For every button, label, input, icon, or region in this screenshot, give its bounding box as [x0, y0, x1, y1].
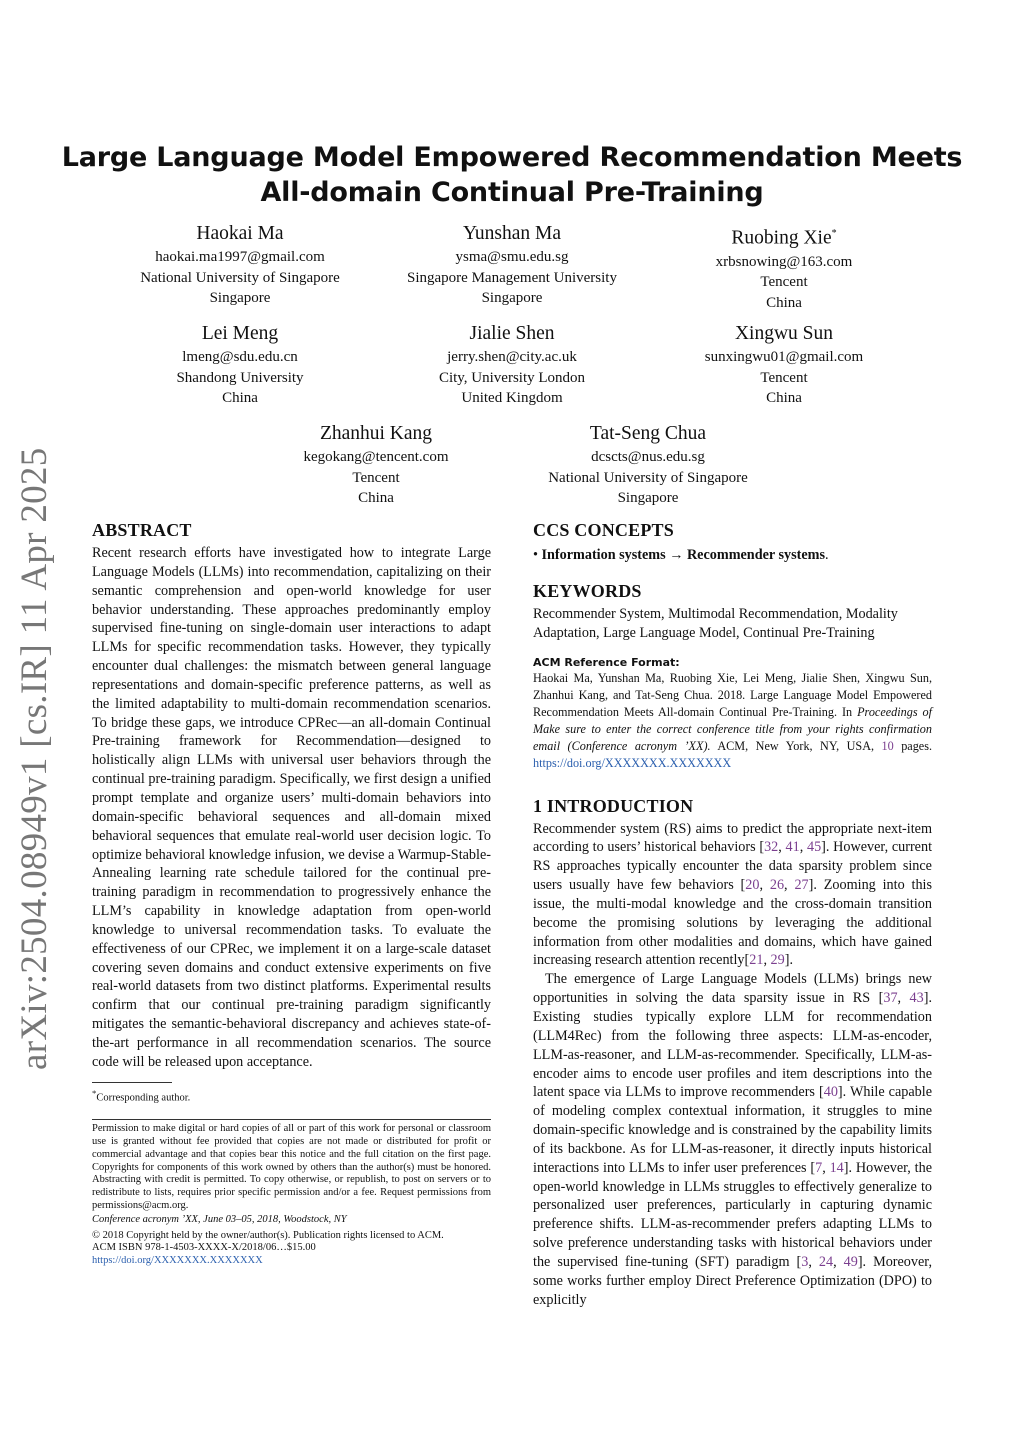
author-affiliation: Singapore Management University [407, 269, 617, 286]
citation-link[interactable]: 26 [769, 877, 785, 894]
citation-link[interactable]: 45 [806, 839, 822, 856]
author-email: sunxingwu01@gmail.com [704, 349, 864, 365]
keywords-text: Recommender System, Multimodal Recommendation, Modality Adaptation, Large Language Model, Continual Pre-Training [533, 605, 898, 641]
acm-doi-link[interactable]: https://doi.org/XXXXXXX.XXXXXXX [533, 755, 732, 770]
author-affiliation: Tencent [760, 369, 808, 386]
ccs-heading: CCS CONCEPTS [533, 520, 674, 540]
author-email: xrbsnowing@163.com [715, 253, 853, 270]
author-country: China [358, 490, 394, 506]
author-name: Lei Meng [201, 323, 279, 344]
author-name: Yunshan Ma [462, 223, 562, 244]
left-column [92, 518, 491, 1268]
author-name: Haokai Ma [196, 223, 284, 244]
author-block [372, 221, 652, 309]
author-country: China [766, 390, 802, 406]
citation-link[interactable]: 41 [785, 839, 800, 856]
citation-link[interactable]: 27 [794, 877, 809, 894]
author-country: China [766, 294, 802, 311]
arxiv-identifier: arXiv:2504.08949v1 [cs.IR] 11 Apr 2025 [14, 447, 55, 1070]
citation-link[interactable]: 32 [764, 839, 779, 856]
ccs-concepts: • Information systems → Recommender systems. [533, 547, 829, 563]
author-block [508, 421, 788, 509]
conference-info: Conference acronym ’XX, June 03–05, 2018, Woodstock, NY [92, 1213, 347, 1225]
author-affiliation: Shandong University [176, 369, 304, 386]
author-email: ysma@smu.edu.sg [455, 249, 569, 265]
intro-paragraph-1: Recommender system (RS) aims to predict the appropriate next-item according to users’ historical behaviors [32, 41, 45]. However, current RS approaches typically encounter the data sparsity problem since users usually have few behaviors [20, 26, 27]. Zooming into this issue, the multi-modal knowledge and the cross-domain transition become the promising solutions by leveraging the additional information from other modalities and domains, which have gained increasing research attention recently[21, 29]. [533, 820, 933, 969]
citation-link[interactable]: 7 [815, 1159, 823, 1176]
author-country: Singapore [481, 290, 543, 306]
author-email: jerry.shen@city.ac.uk [447, 349, 577, 365]
author-name: Ruobing Xie* [731, 227, 837, 249]
acm-reference-heading: ACM Reference Format: [533, 655, 680, 669]
author-email: dcscts@nus.edu.sg [591, 449, 705, 465]
citation-link[interactable]: 29 [770, 952, 785, 969]
author-block [236, 421, 516, 509]
citation-link[interactable]: 24 [818, 1253, 834, 1270]
author-affiliation: National University of Singapore [140, 269, 340, 286]
author-affiliation: City, University London [438, 369, 586, 386]
author-affiliation: National University of Singapore [548, 469, 748, 486]
citation-link[interactable]: 3 [801, 1253, 809, 1270]
author-email: haokai.ma1997@gmail.com [155, 249, 325, 265]
author-name: Zhanhui Kang [319, 423, 433, 444]
abstract-text: Recent research efforts have investigated how to integrate Large Language Models (LLMs) into recommendation, capitalizing on their semantic comprehension and open-world knowledge for user behavior understanding. These approaches predominantly employ supervised fine-tuning on single-domain user interactions to adapt LLMs for specific recommendation tasks. However, they typically encounter dual challenges: the mismatch between general language representations and domain-specific preference patterns, as well as the limited adaptability to multi-domain recommendation scenarios. To bridge these gaps, we introduce CPRec—an all-domain Continual Pre-training framework for Recommendation—designed to holistically align LLMs with universal user behaviors through the continual pre-training paradigm. Specifically, we first design a unified prompt template and organize users’ multi-domain behaviors into domain-specific behavioral sequences and all-domain mixed behavioral sequences that emulate real-world user decision logic. To optimize behavioral knowledge infusion, we devise a Warmup-Stable-Annealing learning rate schedule tailored for the continual pre-training paradigm in recommendation to progressively enhance the LLM’s capability in knowledge adaptation from open-world knowledge to universal recommendation tasks. To evaluate the effectiveness of our CPRec, we implement it on a large-scale dataset covering seven domains and conduct extensive experiments on five real-world datasets from two distinct platforms. Experimental results confirm that our continual pre-training paradigm significantly mitigates the semantic-behavioral discrepancy and achieves state-of-the-art performance in all recommendation scenarios. The source code will be released upon acceptance. [92, 545, 491, 1070]
citation-link[interactable]: 49 [843, 1253, 858, 1270]
isbn: ACM ISBN 978-1-4503-XXXX-X/2018/06…$15.00 [92, 1242, 316, 1254]
citation-link[interactable]: 20 [745, 877, 760, 894]
citation-link[interactable]: 37 [883, 990, 898, 1007]
right-column [533, 518, 932, 1309]
author-block [100, 321, 380, 409]
citation-link[interactable]: 21 [749, 952, 764, 969]
author-country: United Kingdom [461, 390, 563, 406]
abstract-heading: ABSTRACT [92, 520, 192, 540]
author-name: Jialie Shen [469, 323, 555, 344]
citation-link[interactable]: 40 [823, 1084, 838, 1101]
author-country: Singapore [209, 290, 271, 306]
author-email: lmeng@sdu.edu.cn [182, 349, 298, 365]
permission-rule [92, 1119, 491, 1120]
citation-link[interactable]: 14 [829, 1159, 844, 1176]
author-email: kegokang@tencent.com [303, 449, 449, 465]
paper-title [60, 140, 964, 210]
author-name: Xingwu Sun [734, 323, 834, 344]
author-affiliation: Tencent [760, 274, 808, 290]
title-line-1: Large Language Model Empowered Recommendation Meets [61, 142, 963, 173]
author-country: China [222, 390, 258, 406]
author-block [644, 321, 924, 409]
citation-link[interactable]: 43 [909, 990, 924, 1007]
author-name: Tat-Seng Chua [589, 423, 707, 444]
author-affiliation: Tencent [352, 469, 400, 486]
title-line-2: All-domain Continual Pre-Training [260, 177, 764, 208]
footnote-rule [92, 1082, 172, 1083]
author-block [644, 221, 924, 313]
author-country: Singapore [617, 490, 679, 506]
copyright-notice: © 2018 Copyright held by the owner/author(s). Publication rights licensed to ACM. [92, 1229, 444, 1241]
acm-reference-text: Haokai Ma, Yunshan Ma, Ruobing Xie, Lei Meng, Jialie Shen, Xingwu Sun, Zhanhui Kang, and Tat-Seng Chua. 2018. Large Language Model Empowered Recommendation Meets All-domain Continual Pre-Training. In Proceedings of Make sure to enter the correct conference title from your rights confirmation email (Conference acronym ’XX). ACM, New York, NY, USA, 10 pages. https://doi.org/XXXXXXX.XXXXXXX [533, 670, 932, 770]
corresponding-mark: * [831, 228, 837, 239]
intro-paragraph-2: The emergence of Large Language Models (LLMs) brings new opportunities in solving the data sparsity issue in RS [37, 43]. Existing studies typically explore LLM for recommendation (LLM4Rec) from the following three aspects: LLM-as-encoder, LLM-as-reasoner, and LLM-as-recommender. Specifically, LLM-as-encoder aims to encode user profiles and item descriptions into the latent space via LLMs to improve recommenders [40]. While capable of modeling complex contextual information, it struggles to mine domain-specific knowledge and is constrained by the capability limits of its backbone. As for LLM-as-reasoner, it directly inputs historical interactions into LLMs to infer user preferences [7, 14]. However, the open-world knowledge in LLMs struggles to effectively generalize to personalized user preferences, particularly in capturing dynamic preference shifts. LLM-as-recommender prefers adapting LLMs to solve preference understanding tasks with historical behaviors under the supervised fine-tuning (SFT) paradigm [3, 24, 49]. Moreover, some works further employ Direct Preference Optimization (DPO) to explicitly [533, 971, 933, 1308]
author-block [372, 321, 652, 409]
permission-notice: Permission to make digital or hard copies of all or part of this work for personal or classroom use is granted without fee provided that copies are not made or distributed for profit or commercial advantage and that copies bear this notice and the full citation on the first page. Copyrights for components of this work owned by others than the author(s) must be honored. Abstracting with credit is permitted. To copy otherwise, or republish, to post on servers or to redistribute to lists, requires prior specific permission and/or a fee. Request permissions from permissions@acm.org. [92, 1123, 491, 1211]
doi-link[interactable]: https://doi.org/XXXXXXX.XXXXXXX [92, 1255, 263, 1267]
corresponding-footnote: *Corresponding author. [92, 1087, 191, 1104]
keywords-heading: KEYWORDS [533, 580, 642, 601]
introduction-text [533, 820, 932, 1310]
introduction-heading: 1 INTRODUCTION [533, 795, 694, 816]
author-block [100, 221, 380, 309]
